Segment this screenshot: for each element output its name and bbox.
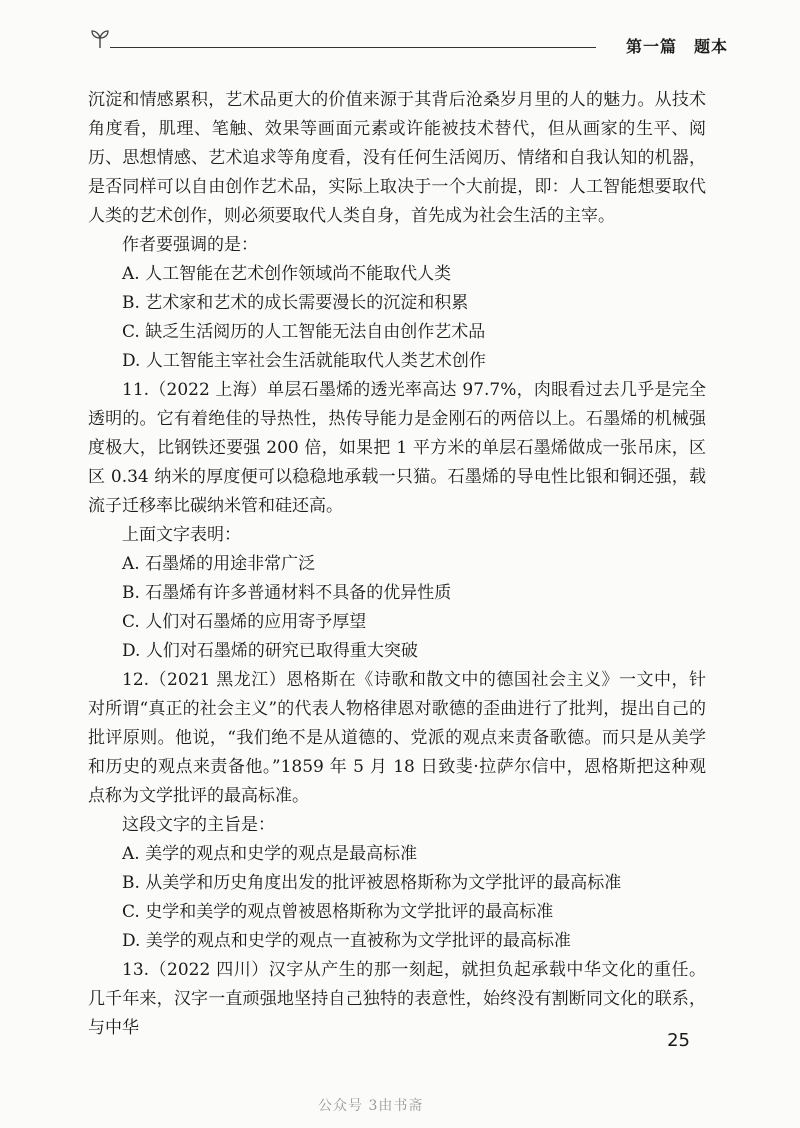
section-title: 第一篇 题本 [625,37,728,56]
sprout-icon [88,26,112,50]
page-header [88,22,728,62]
watermark: 公众号 3由书斋 [318,1098,424,1114]
q12-option-c: C. 史学和美学的观点曾被恩格斯称为文学批评的最高标准 [122,902,554,922]
q11-option-b: B. 石墨烯有许多普通材料不具备的优异性质 [122,583,452,603]
q11-passage: 11.（2022 上海）单层石墨烯的透光率高达 97.7%，肉眼看过去几乎是完全透明的。它有着绝佳的导热性，热传导能力是金刚石的两倍以上。石墨烯的机械强度极大，比钢铁还要强 200 倍，如果把 1 平方米的单层石墨烯做成一张吊床，区区 0.34 纳米的厚度便可以稳稳地承载一只猫。石墨烯的导电性比银和铜还强，载流子迁移率比碳纳米管和硅还高。 [88,380,706,516]
q12-passage: 12.（2021 黑龙江）恩格斯在《诗歌和散文中的德国社会主义》一文中，针对所谓“真正的社会主义”的代表人物格律恩对歌德的歪曲进行了批判，提出自己的批评原则。他说，“我们绝不是从道德的、党派的观点来责备歌德。而只是从美学和历史的观点来责备他。”1859 年 5 月 18 日致斐·拉萨尔信中，恩格斯把这种观点称为文学批评的最高标准。 [88,670,706,806]
q11-option-a: A. 石墨烯的用途非常广泛 [122,554,316,574]
page-body [88,86,706,1043]
q11-prompt: 上面文字表明： [122,525,241,545]
q10-option-c: C. 缺乏生活阅历的人工智能无法自由创作艺术品 [122,322,486,342]
q13-passage: 13.（2022 四川）汉字从产生的那一刻起，就担负起承载中华文化的重任。几千年来，汉字一直顽强地坚持自己独特的表意性，始终没有割断同文化的联系，与中华 [88,960,706,1038]
q10-option-b: B. 艺术家和艺术的成长需要漫长的沉淀和积累 [122,293,469,313]
q11-option-c: C. 人们对石墨烯的应用寄予厚望 [122,612,367,632]
q12-option-b: B. 从美学和历史角度出发的批评被恩格斯称为文学批评的最高标准 [122,873,622,893]
q11-option-d: D. 人们对石墨烯的研究已取得重大突破 [122,641,418,661]
q10-prompt: 作者要强调的是： [122,235,258,255]
q10-passage-continued: 沉淀和情感累积，艺术品更大的价值来源于其背后沧桑岁月里的人的魅力。从技术角度看，肌理、笔触、效果等画面元素或许能被技术替代，但从画家的生平、阅历、思想情感、艺术追求等角度看，没有任何生活阅历、情绪和自我认知的机器，是否同样可以自由创作艺术品，实际上取决于一个大前提，即：人工智能想要取代人类的艺术创作，则必须要取代人类自身，首先成为社会生活的主宰。 [88,90,706,226]
page-number: 25 [667,1030,690,1051]
q10-option-a: A. 人工智能在艺术创作领域尚不能取代人类 [122,264,452,284]
q12-option-a: A. 美学的观点和史学的观点是最高标准 [122,844,418,864]
q12-option-d: D. 美学的观点和史学的观点一直被称为文学批评的最高标准 [122,931,571,951]
q12-prompt: 这段文字的主旨是： [122,815,275,835]
q10-option-d: D. 人工智能主宰社会生活就能取代人类艺术创作 [122,351,486,371]
header-rule [110,47,596,48]
